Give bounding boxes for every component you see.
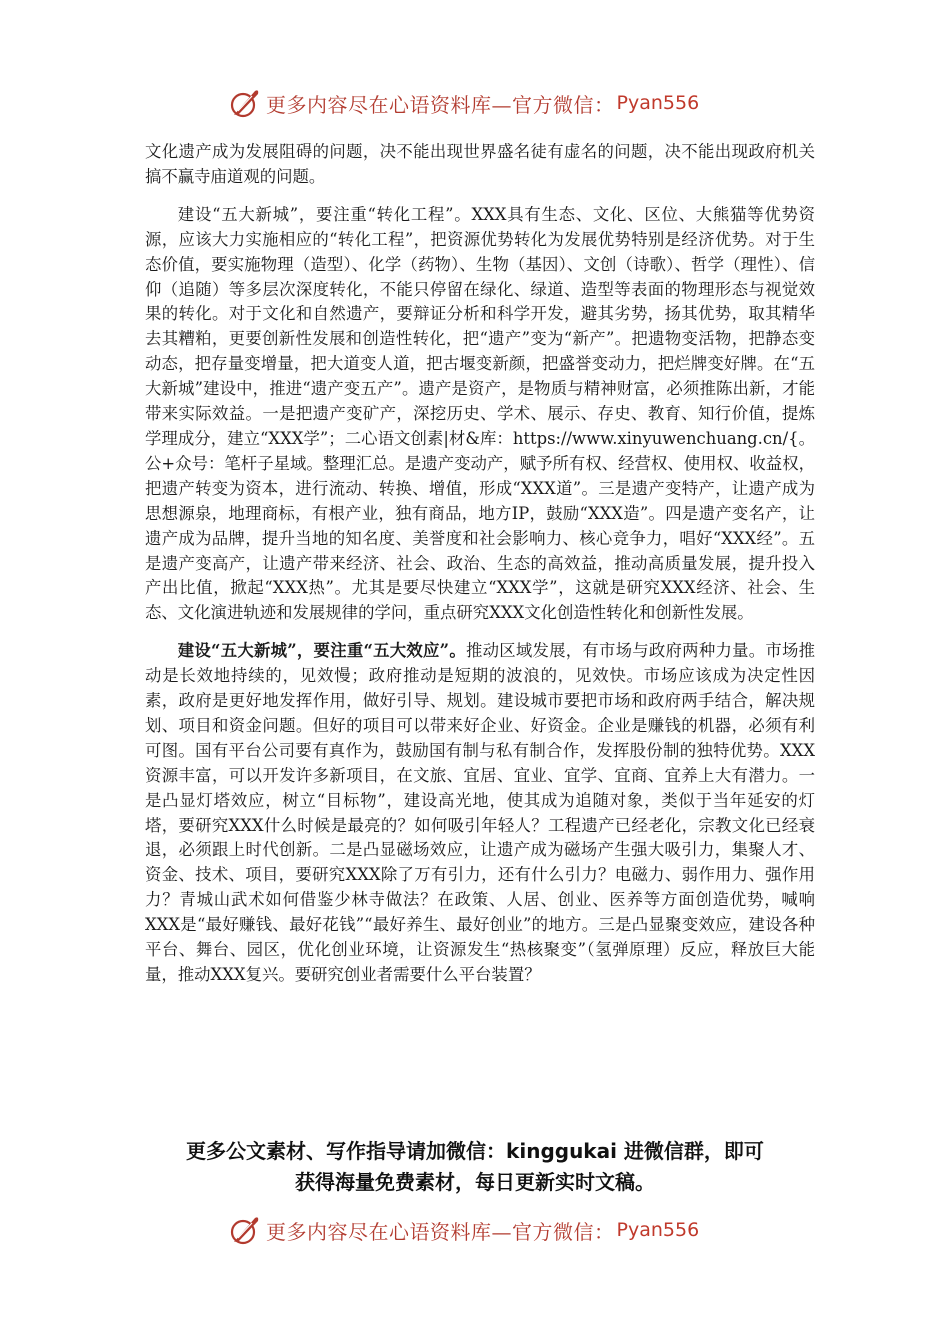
footer-promo-line-2: 获得海量免费素材，每日更新实时文稿。 — [295, 1170, 655, 1194]
paragraph-lead-heading: 建设“五大新城”，要注重“五大效应”。 — [177, 641, 466, 661]
paragraph-five-effects-text: 推动区域发展，有市场与政府两种力量。市场推动是长效地持续的，见效慢；政府推动是短期的波浪的，见效快。市场应该成为决定性因素，政府是更好地发挥作用，做好引导、规划。建设城市要把市场和政府两手结合，解决规划、项目和资金问题。但好的项目可以带来好企业、好资金。企业是赚钱的机器，必须有利可图。国有平台公司要有真作为，鼓励国有制与私有制合作，发挥股份制的独特优势。XXX资源丰富，可以开发许多新项目，在文旅、宜居、宜业、宜学、宜商、宜养上大有潜力。一是凸显灯塔效应，树立“目标物”，建设高光地，使其成为追随对象，类似于当年延安的灯塔，要研究XXX什么时候是最亮的？如何吸引年轻人？工程遗产已经老化，宗教文化已经衰退，必须跟上时代创新。二是凸显磁场效应，让遗产成为磁场产生强大吸引力，集聚人才、资金、技术、项目，要研究XXX除了万有引力，还有什么引力？电磁力、弱作用力、强作用力？青城山武术如何借鉴少林寺做法？在政策、人居、创业、医养等方面创造优势，喊响XXX是“最好赚钱、最好花钱”“最好养生、最好创业”的地方。三是凸显聚变效应，建设各种平台、舞台、园区，优化创业环境，让资源发生“热核聚变”（氢弹原理）反应，释放巨大能量，推动XXX复兴。要研究创业者需要什么平台装置？ — [145, 641, 816, 984]
quill-logo-icon — [228, 86, 262, 120]
footer-promo-note — [100, 1136, 850, 1198]
footer-promo-line-1: 更多公文素材、写作指导请加微信：kinggukai 进微信群，即可 — [186, 1139, 764, 1163]
header-banner-text: 更多内容尽在心语资料库—官方微信： — [266, 92, 615, 117]
footer-banner-wechat-id: Pyan556 — [616, 1219, 700, 1241]
footer-watermark-banner — [228, 1212, 699, 1248]
paragraph-transformation-project: 建设“五大新城”，要注重“转化工程”。XXX具有生态、文化、区位、大熊猫等优势资源，应该大力实施相应的“转化工程”，把资源优势转化为发展优势特别是经济优势。对于生态价值，要实施物理（造型）、化学（药物）、生物（基因）、文创（诗歌）、哲学（理性）、信仰（追随）等多层次深度转化，不能只停留在绿化、绿道、造型等表面的物理形态与视觉效果的转化。对于文化和自然遗产，要辩证分析和科学开发，避其劣势，扬其优势，取其精华去其糟粕，更要创新性发展和创造性转化，把“遗产”变为“新产”。把遗物变活物，把静态变动态，把存量变增量，把大道变人道，把古堰变新颜，把盛誉变动力，把烂牌变好牌。在“五大新城”建设中，推进“遗产变五产”。遗产是资产，是物质与精神财富，必须推陈出新，才能带来实际效益。一是把遗产变矿产，深挖历史、学术、展示、存史、教育、知行价值，提炼学理成分，建立“XXX学”；二心语文创素|材&库：https://www.xinyuwenchuang.cn/{。公+众号：笔杆子星域。整理汇总。是遗产变动产，赋予所有权、经营权、使用权、收益权，把遗产转变为资本，进行流动、转换、增值，形成“XXX道”。三是遗产变特产，让遗产成为思想源泉，地理商标，有根产业，独有商品，地方IP，鼓励“XXX造”。四是遗产变名产，让遗产成为品牌，提升当地的知名度、美誉度和社会影响力、核心竞争力，唱好“XXX经”。五是遗产变高产，让遗产带来经济、社会、政治、生态的高效益，推动高质量发展，提升投入产出比值，掀起“XXX热”。尤其是要尽快建立“XXX学”，这就是研究XXX经济、社会、生态、文化演进轨迹和发展规律的学问，重点研究XXX文化创造性转化和创新性发展。 — [145, 204, 815, 623]
paragraph-five-effects — [145, 639, 815, 988]
header-watermark-banner — [228, 85, 699, 121]
footer-banner-text: 更多内容尽在心语资料库—官方微信： — [266, 1219, 615, 1244]
header-banner-wechat-id: Pyan556 — [616, 92, 700, 114]
quill-logo-icon — [228, 1213, 262, 1247]
paragraph-continuation: 文化遗产成为发展阻碍的问题，决不能出现世界盛名徒有虚名的问题，决不能出现政府机关搞不赢寺庙道观的问题。 — [145, 142, 815, 186]
document-body — [145, 140, 815, 988]
